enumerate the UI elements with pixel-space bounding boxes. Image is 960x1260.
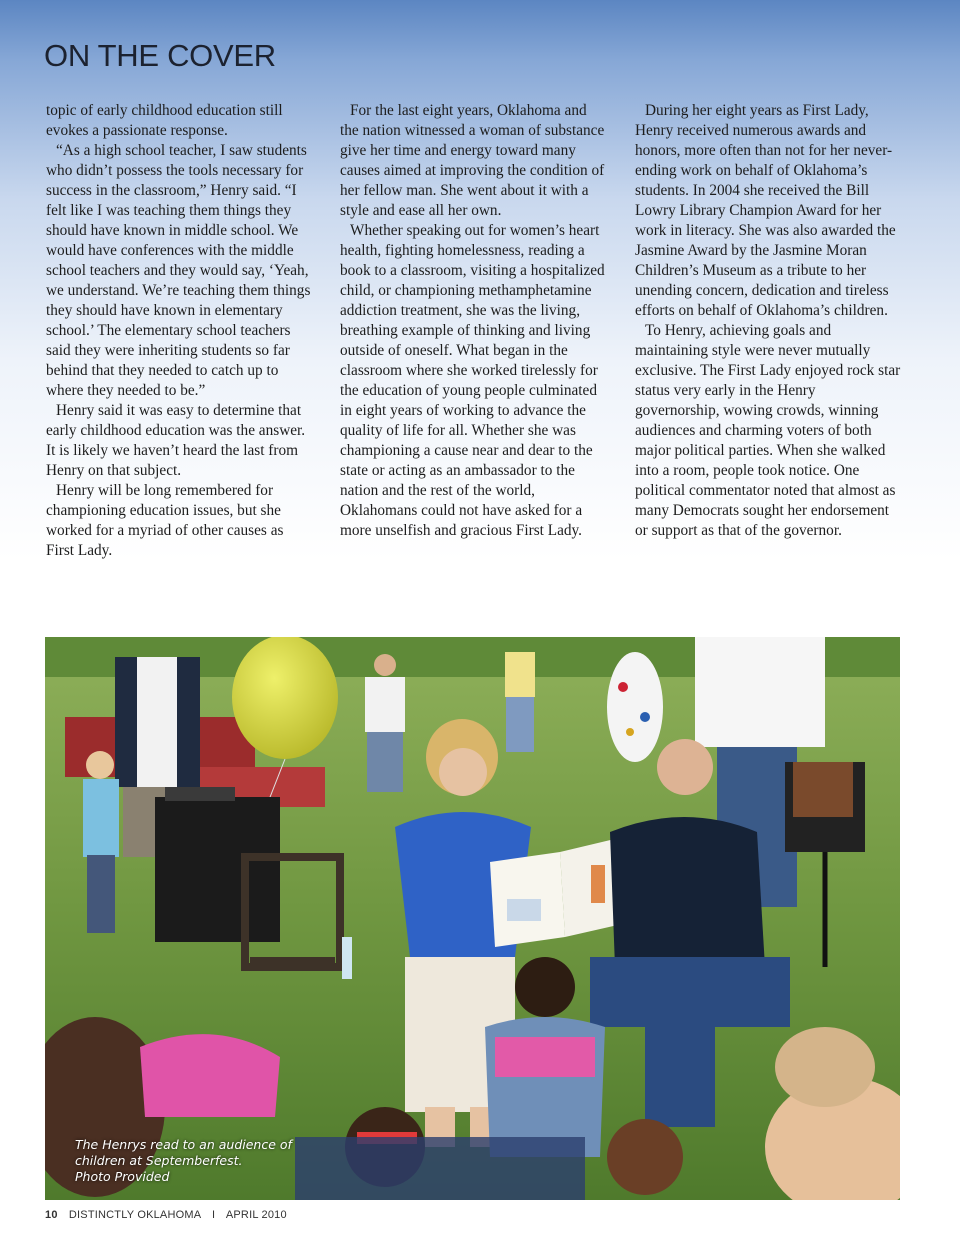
paragraph: Henry will be long remembered for championing education issues, but she worked for a myriad of other causes as First Lady. [46,482,284,559]
page-footer [45,1209,287,1221]
speaker-box [155,797,280,942]
background-person [505,652,535,752]
blanket [295,1137,585,1200]
section-title: ON THE COVER [44,38,276,73]
paragraph: Whether speaking out for women’s heart health, fighting homelessness, reading a book to a classroom, visiting a hospitalized child, or championing methamphetamine addiction treatment, she was the living, breathing example of thinking and living outside of oneself. What began in the classroom where she worked tirelessly for the education of young people culminated in eight years of working to advance the quality of life for all. Whether she was championing a cause near and dear to the state or acting as an ambassador to the nation and the rest of the world, Oklahomans could not have asked for a more unselfish and gracious First Lady. [340,222,605,539]
page-number: 10 [45,1209,58,1221]
mascot-costume [607,652,663,762]
paragraph: During her eight years as First Lady, Henry received numerous awards and honors, more often than not for her never-ending work on behalf of Oklahoma’s students. In 2004 she received the Bill Lowry Library Champion Award for her work in literacy. She was also awarded the Jasmine Award by the Jasmine Moran Children’s Museum as a tribute to her unending concern, dedication and tireless efforts on behalf of Oklahoma’s children. [635,102,896,319]
caption-line: children at Septemberfest. [75,1153,243,1168]
text-column-3 [635,101,903,541]
audio-mixer [165,787,235,801]
issue-date: APRIL 2010 [225,1209,287,1221]
publication-name: DISTINCTLY OKLAHOMA [68,1209,201,1221]
cover-photo [45,637,900,1200]
yellow-balloon [232,637,338,759]
paragraph: “As a high school teacher, I saw students who didn’t possess the tools necessary for success in the classroom,” Henry said. “I felt like I was teaching them things they should have known in middle school. We would have conferences with the middle school teachers and they would say, ‘Yeah, we understand. We’re teaching them things they should have known in elementary school.’ The elementary school teachers said they were inheriting students so far behind that they needed to catch up to where they needed to be.” [46,142,311,399]
paragraph: To Henry, achieving goals and maintaining style were never mutually exclusive. The First Lady enjoyed rock star status very early in the Henry governorship, wowing crowds, winning audiences and charming voters of both major political parties. When she walked into a room, people took notice. One political commentator noted that almost as many Democrats sought her endorsement or support as that of the governor. [635,322,901,539]
photo-caption [75,1137,335,1185]
text-column-2 [340,101,608,541]
text-column-1 [46,101,314,561]
paragraph: For the last eight years, Oklahoma and the nation witnessed a woman of substance give her time and energy toward many causes aimed at improving the condition of her fellow man. She went about it with a style and ease all her own. [340,102,605,219]
caption-line: The Henrys read to an audience of [75,1137,292,1152]
paragraph: Henry said it was easy to determine that early childhood education was the answer. It is likely we haven’t heard the last from Henry on that subject. [46,402,306,479]
footer-separator: I [211,1209,216,1221]
caption-line: Photo Provided [75,1169,170,1184]
water-bottle [342,937,352,979]
paragraph: topic of early childhood education still evokes a passionate response. [46,102,283,139]
photo-illustration [45,637,900,1200]
